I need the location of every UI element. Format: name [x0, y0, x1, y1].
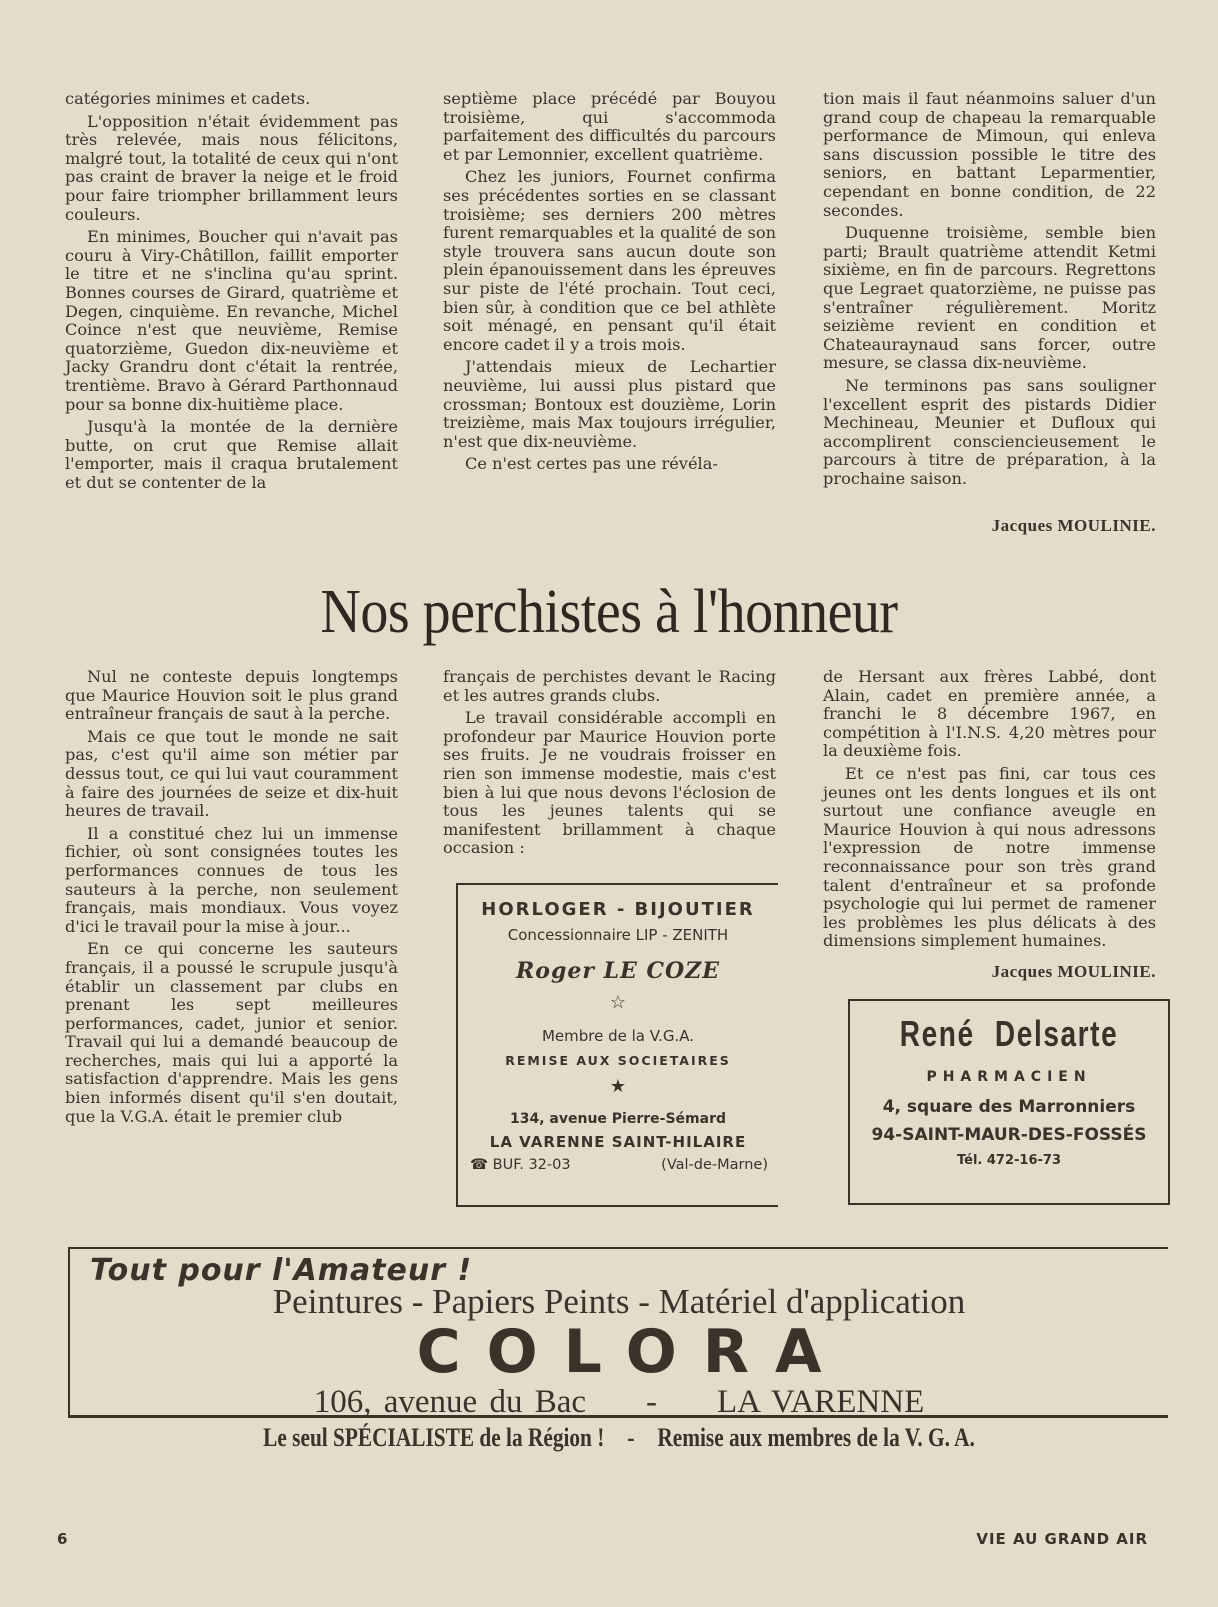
ad-pharmacie-city: 94-SAINT-MAUR-DES-FOSSÉS [871, 1125, 1147, 1145]
top-article-col2 [443, 90, 776, 474]
ad-horloger-city: LA VARENNE SAINT-HILAIRE [489, 1133, 747, 1151]
top-article-col3 [823, 90, 1156, 488]
paragraph: Duquenne troisième, semble bien parti; Brault quatrième attendit Ketmi sixième, en fin de parcours. Regrettons que Legraet quatorzième, ne puisse pas s'entraîner régulièrement. Moritz seizième revient en condition et Chateauraynaud sans forcer, outre mesure, se classa dix-neuvième. [823, 223, 1156, 373]
paragraph: Chez les juniors, Fournet confirma ses précédentes sorties en se classant troisième; ses derniers 200 mètres furent remarquables et la qualité de son style trouvera sans aucun doute son plein épanouissement dans les épreuves sur piste de l'été prochain. Tout ceci, bien sûr, à condition que ce bel athlète soit ménagé, en pensant qu'il était encore cadet il y a trois mois. [443, 167, 776, 354]
paragraph: Il a constitué chez lui un immense fichier, où sont consignées toutes les performances connues de tous les sauteurs à la perche, non seulement français, mais mondiaux. Vous voyez d'ici le travail pour la mise à jour... [65, 823, 398, 936]
ad-horloger-bijoutier [456, 883, 778, 1207]
second-article-col1 [65, 668, 398, 1126]
ad-horloger-phone-row [458, 1157, 778, 1173]
ad-colora-address: 106, avenue du Bac [313, 1384, 586, 1420]
publication-name: VIE AU GRAND AIR [976, 1530, 1148, 1548]
ad-horloger-title: HORLOGER - BIJOUTIER [481, 899, 755, 920]
paragraph: Et ce n'est pas fini, car tous ces jeunes ont les dents longues et ils ont surtout une confiance aveugle en Maurice Houvion à qui nous adressons l'expression de notre immense reconnaissance pour son très grand talent d'entraîneur et sa profonde psychologie qui lui permet de ramener les problèmes les plus délicats à des dimensions simplement humaines. [823, 763, 1156, 951]
paragraph: septième place précédé par Bouyou troisième, qui s'accommoda parfaitement des difficultés du parcours et par Lemonnier, excellent quatrième. [443, 89, 776, 164]
ad-colora-tagline-right: Remise aux membres de la V. G. A. [657, 1423, 975, 1452]
ad-colora-brand: COLORA [416, 1317, 848, 1387]
page-number: 6 [57, 1530, 69, 1548]
paragraph: En minimes, Boucher qui n'avait pas couru à Viry-Châtillon, faillit emporter le titre et ne s'inclina qu'au sprint. Bonnes courses de Girard, quatrième et Degen, cinquième. En revanche, Michel Coince n'est que neuvième, Remise quatorzième, Guedon dix-neuvième et Jacky Grandru dont c'était la rentrée, trentième. Bravo à Gérard Parthonnaud pour sa bonne dix-huitième place. [65, 227, 398, 414]
paragraph: catégories minimes et cadets. [65, 89, 311, 108]
ad-colora-tagline-row [169, 1423, 1069, 1453]
ad-colora-address-row [70, 1384, 1168, 1421]
separator: - [646, 1384, 657, 1420]
second-article-col2 [443, 668, 776, 858]
paragraph: Le travail considérable accompli en profondeur par Maurice Houvion porte ses fruits. Je ne voudrais froisser en rien son immense modestie, mais c'est bien à lui que nous devons l'éclosion de tous les jeunes talents qui se manifestent brillamment à chaque occasion : [443, 708, 776, 858]
star-icon: ☆ [609, 992, 627, 1013]
ad-horloger-subtitle: Concessionnaire LIP - ZENITH [507, 926, 729, 944]
second-article-col3 [823, 668, 1156, 951]
ad-colora-slogan: Tout pour l'Amateur ! [90, 1253, 473, 1288]
ad-horloger-discount: REMISE AUX SOCIETAIRES [505, 1053, 731, 1068]
ad-horloger-address: 134, avenue Pierre-Sémard [510, 1111, 726, 1127]
ad-pharmacie [848, 999, 1170, 1205]
separator: - [627, 1423, 635, 1452]
paragraph: Ne terminons pas sans souligner l'excellent esprit des pistards Didier Mechineau, Meunier et Dufloux qui accomplirent consciencieusement le parcours à titre de préparation, à la prochaine saison. [823, 375, 1156, 488]
paragraph: Nul ne conteste depuis longtemps que Maurice Houvion soit le plus grand entraîneur français de saut à la perche. [65, 667, 398, 724]
ad-horloger-name: Roger LE COZE [516, 958, 720, 984]
ad-pharmacie-phone: Tél. 472-16-73 [957, 1153, 1061, 1168]
paragraph: tion mais il faut néanmoins saluer d'un grand coup de chapeau la remarquable performance de Mimoun, qui enleva sans discussion possible le titre des seniors, en battant Leparmentier, cependant en bonne condition, de 22 secondes. [823, 89, 1156, 220]
paragraph: Jusqu'à la montée de la dernière butte, on crut que Remise allait l'emporter, mais il craqua brutalement et dut se contenter de la [65, 417, 398, 492]
ad-pharmacie-address: 4, square des Marronniers [882, 1097, 1136, 1117]
ad-colora-products: Peintures - Papiers Peints - Matériel d'application [272, 1282, 966, 1321]
article-headline: Nos perchistes à l'honneur [320, 577, 898, 647]
paragraph: français de perchistes devant le Racing et les autres grands clubs. [443, 667, 776, 705]
paragraph: de Hersant aux frères Labbé, dont Alain, cadet en première année, a franchi le 8 décembre 1967, en compétition à l'I.N.S. 4,20 mètres pour la deuxième fois. [823, 667, 1156, 761]
top-article-col1 [65, 90, 398, 492]
paragraph: L'opposition n'était évidemment pas très relevée, mais nous félicitons, malgré tout, la totalité de ceux qui n'ont pas craint de braver la neige et le froid pour faire triompher brillamment leurs couleurs. [65, 111, 398, 224]
star-filled-icon: ★ [609, 1076, 627, 1097]
ad-colora-city: LA VARENNE [717, 1384, 925, 1420]
ad-horloger-member: Membre de la V.G.A. [541, 1027, 695, 1045]
ad-colora [68, 1247, 1168, 1452]
ad-colora-tagline-left: Le seul SPÉCIALISTE de la Région ! [263, 1423, 605, 1452]
telephone-icon: ☎ [470, 1157, 489, 1173]
ad-pharmacie-profession: PHARMACIEN [926, 1069, 1092, 1085]
paragraph: Ce n'est certes pas une révéla- [465, 454, 718, 474]
top-article-signature: Jacques MOULINIE. [991, 516, 1156, 535]
paragraph: En ce qui concerne les sauteurs français, il a poussé le scrupule jusqu'à établir un classement par clubs en prenant les sept meilleures performances, cadet, junior et senior. Travail qui lui a demandé beaucoup de recherches, mais qui lui a apporté la satisfaction d'apprendre. Mais les gens bien informés disent qu'il s'en doutait, que la V.G.A. était le premier club [65, 939, 398, 1126]
second-article-signature: Jacques MOULINIE. [991, 962, 1156, 981]
ad-horloger-phone: BUF. 32-03 [492, 1157, 571, 1173]
paragraph: J'attendais mieux de Lechartier neuvième, lui aussi plus pistard que crossman; Bontoux est douzième, Lorin treizième, mais Max toujours irrégulier, n'est que dix-neuvième. [443, 357, 776, 451]
ad-pharmacie-name: René Delsarte [899, 1013, 1119, 1054]
ad-horloger-region: (Val-de-Marne) [661, 1157, 768, 1173]
paragraph: Mais ce que tout le monde ne sait pas, c'est qu'il aime son métier par dessus tout, ce qui lui vaut couramment à faire des journées de seize et dix-huit heures de travail. [65, 726, 398, 821]
